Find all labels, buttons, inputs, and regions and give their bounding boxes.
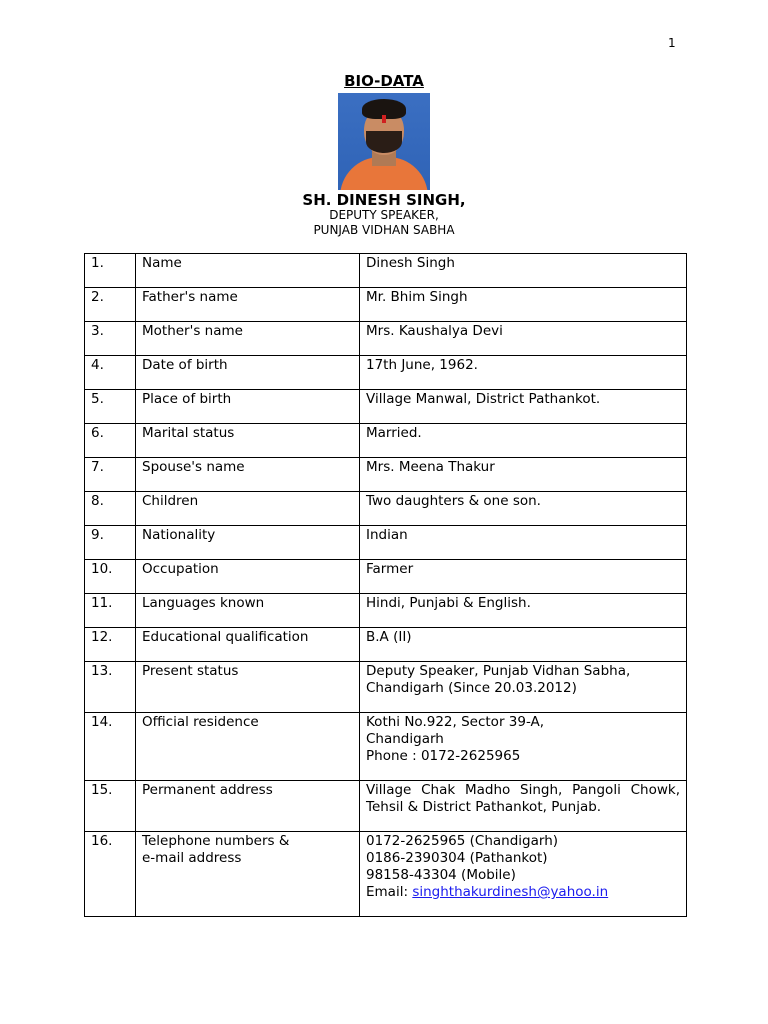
row-number: 4. bbox=[85, 356, 136, 390]
value-line: 98158-43304 (Mobile) bbox=[366, 867, 516, 883]
table-row bbox=[85, 662, 687, 713]
row-value: 17th June, 1962. bbox=[360, 356, 687, 390]
value-line: Deputy Speaker, Punjab Vidhan Sabha, bbox=[366, 663, 631, 679]
table-row bbox=[85, 713, 687, 781]
row-label: Marital status bbox=[136, 424, 360, 458]
row-number: 11. bbox=[85, 594, 136, 628]
row-number: 15. bbox=[85, 781, 136, 832]
row-label: Languages known bbox=[136, 594, 360, 628]
row-value: Village Manwal, District Pathankot. bbox=[360, 390, 687, 424]
row-label: Nationality bbox=[136, 526, 360, 560]
table-row bbox=[85, 288, 687, 322]
row-number: 2. bbox=[85, 288, 136, 322]
row-label: Date of birth bbox=[136, 356, 360, 390]
row-number: 13. bbox=[85, 662, 136, 713]
table-row bbox=[85, 526, 687, 560]
photo-tilak bbox=[382, 115, 386, 123]
label-line: Telephone numbers & bbox=[142, 833, 290, 849]
email-link[interactable]: singhthakurdinesh@yahoo.in bbox=[412, 884, 609, 900]
row-number: 3. bbox=[85, 322, 136, 356]
row-label: Father's name bbox=[136, 288, 360, 322]
person-heading: SH. DINESH SINGH, bbox=[302, 191, 466, 209]
table-row bbox=[85, 832, 687, 917]
row-label: Occupation bbox=[136, 560, 360, 594]
row-value: B.A (II) bbox=[360, 628, 687, 662]
designation-line-2: PUNJAB VIDHAN SABHA bbox=[313, 223, 455, 237]
row-label bbox=[136, 832, 360, 917]
table-row bbox=[85, 594, 687, 628]
table-row bbox=[85, 356, 687, 390]
row-label: Permanent address bbox=[136, 781, 360, 832]
table-row bbox=[85, 492, 687, 526]
photo-beard bbox=[366, 131, 402, 153]
value-line: Chandigarh (Since 20.03.2012) bbox=[366, 680, 577, 696]
row-value: Mrs. Kaushalya Devi bbox=[360, 322, 687, 356]
row-number: 6. bbox=[85, 424, 136, 458]
row-label: Place of birth bbox=[136, 390, 360, 424]
row-label: Official residence bbox=[136, 713, 360, 781]
row-label: Spouse's name bbox=[136, 458, 360, 492]
row-number: 1. bbox=[85, 254, 136, 288]
row-number: 14. bbox=[85, 713, 136, 781]
row-value bbox=[360, 713, 687, 781]
row-number: 10. bbox=[85, 560, 136, 594]
row-value: Dinesh Singh bbox=[360, 254, 687, 288]
row-label: Name bbox=[136, 254, 360, 288]
table-row bbox=[85, 458, 687, 492]
portrait-photo bbox=[338, 93, 430, 190]
row-value: Indian bbox=[360, 526, 687, 560]
value-line: Phone : 0172-2625965 bbox=[366, 748, 521, 764]
row-number: 16. bbox=[85, 832, 136, 917]
table-row bbox=[85, 390, 687, 424]
designation-line-1: DEPUTY SPEAKER, bbox=[329, 208, 439, 222]
email-line bbox=[366, 884, 680, 901]
value-line: Kothi No.922, Sector 39-A, bbox=[366, 714, 545, 730]
row-number: 8. bbox=[85, 492, 136, 526]
row-value: Village Chak Madho Singh, Pangoli Chowk, Tehsil & District Pathankot, Punjab. bbox=[360, 781, 687, 832]
row-value bbox=[360, 832, 687, 917]
row-value: Mr. Bhim Singh bbox=[360, 288, 687, 322]
value-line: Chandigarh bbox=[366, 731, 444, 747]
table-row bbox=[85, 424, 687, 458]
row-number: 12. bbox=[85, 628, 136, 662]
email-label: Email: bbox=[366, 884, 409, 900]
value-line: 0186-2390304 (Pathankot) bbox=[366, 850, 548, 866]
row-label: Present status bbox=[136, 662, 360, 713]
row-number: 7. bbox=[85, 458, 136, 492]
page-number: 1 bbox=[668, 36, 676, 50]
row-value: Hindi, Punjabi & English. bbox=[360, 594, 687, 628]
row-label: Mother's name bbox=[136, 322, 360, 356]
table-row bbox=[85, 254, 687, 288]
row-value: Farmer bbox=[360, 560, 687, 594]
row-number: 9. bbox=[85, 526, 136, 560]
row-value: Married. bbox=[360, 424, 687, 458]
table-row bbox=[85, 322, 687, 356]
row-value bbox=[360, 662, 687, 713]
table-row bbox=[85, 560, 687, 594]
document-title: BIO-DATA bbox=[344, 72, 424, 90]
bio-data-table bbox=[84, 253, 687, 917]
row-label: Children bbox=[136, 492, 360, 526]
table-row bbox=[85, 781, 687, 832]
value-line: 0172-2625965 (Chandigarh) bbox=[366, 833, 559, 849]
row-value: Mrs. Meena Thakur bbox=[360, 458, 687, 492]
row-value: Two daughters & one son. bbox=[360, 492, 687, 526]
table-row bbox=[85, 628, 687, 662]
row-label: Educational qualification bbox=[136, 628, 360, 662]
label-line: e-mail address bbox=[142, 850, 242, 866]
row-number: 5. bbox=[85, 390, 136, 424]
